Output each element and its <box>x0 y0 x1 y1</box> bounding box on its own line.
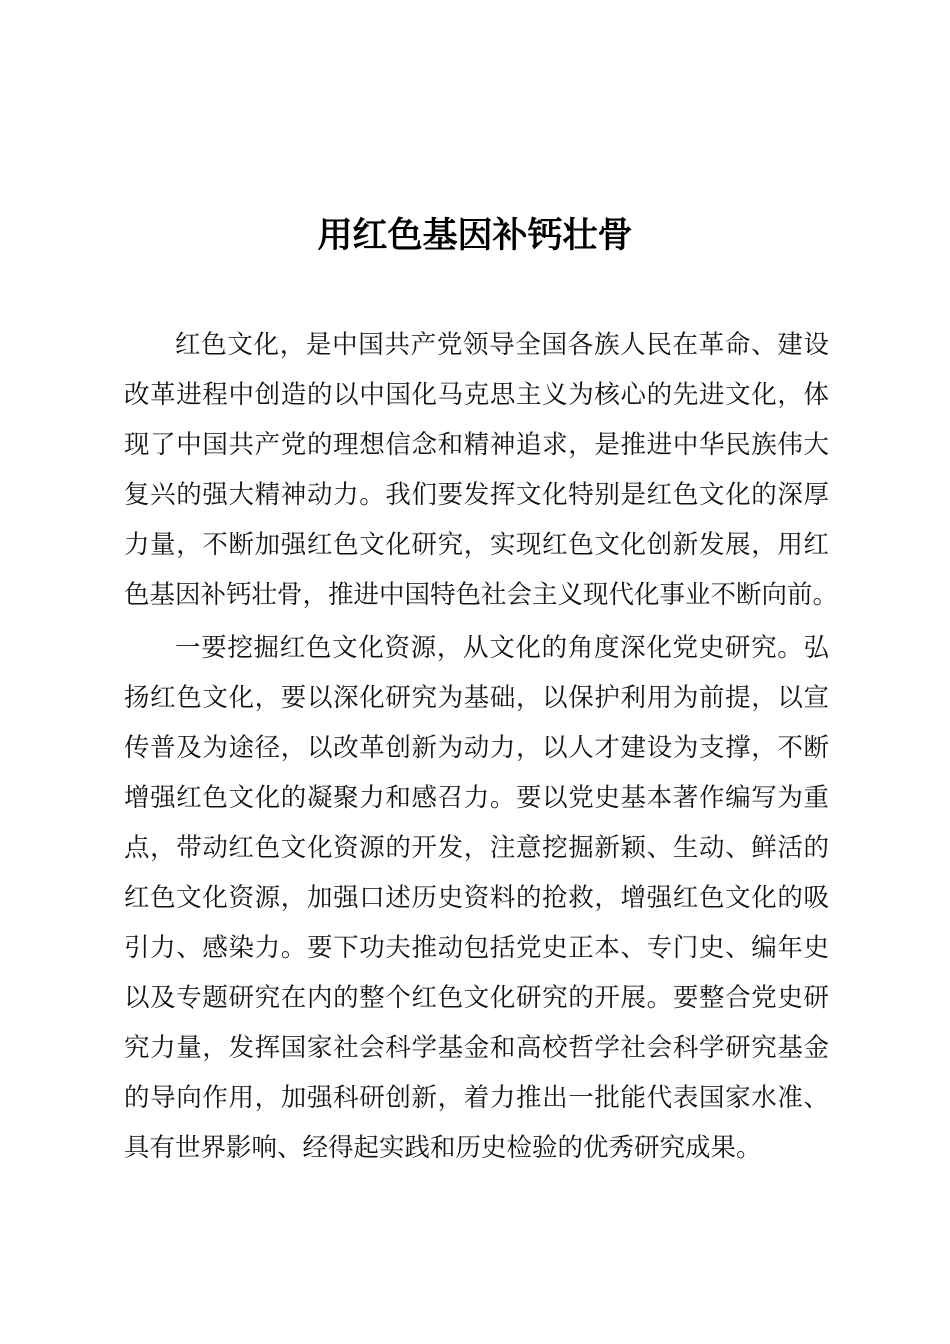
paragraph-line: 引力、感染力。要下功夫推动包括党史正本、专门史、编年史 <box>124 933 829 963</box>
paragraph-line: 复兴的强大精神动力。我们要发挥文化特别是红色文化的深厚 <box>124 480 829 510</box>
paragraph-line: 的导向作用，加强科研创新，着力推出一批能代表国家水准、 <box>124 1083 829 1113</box>
paragraph-line: 具有世界影响、经得起实践和历史检验的优秀研究成果。 <box>124 1133 762 1163</box>
paragraph-2 <box>124 623 829 1173</box>
paragraph-line: 色基因补钙壮骨，推进中国特色社会主义现代化事业不断向前。 <box>124 580 839 610</box>
paragraph-line: 一要挖掘红色文化资源，从文化的角度深化党史研究。弘 <box>175 633 829 663</box>
paragraph-line: 改革进程中创造的以中国化马克思主义为核心的先进文化，体 <box>124 380 829 410</box>
paragraph-1 <box>124 320 839 620</box>
paragraph-line: 究力量，发挥国家社会科学基金和高校哲学社会科学研究基金 <box>124 1033 829 1063</box>
paragraph-line: 点，带动红色文化资源的开发，注意挖掘新颖、生动、鲜活的 <box>124 833 829 863</box>
paragraph-line: 以及专题研究在内的整个红色文化研究的开展。要整合党史研 <box>124 983 829 1013</box>
paragraph-line: 传普及为途径，以改革创新为动力，以人才建设为支撑，不断 <box>124 733 829 763</box>
paragraph-line: 红色文化资源，加强口述历史资料的抢救，增强红色文化的吸 <box>124 883 829 913</box>
paragraph-line: 力量，不断加强红色文化研究，实现红色文化创新发展，用红 <box>124 530 829 560</box>
document-title: 用红色基因补钙壮骨 <box>317 215 633 256</box>
paragraph-line: 红色文化，是中国共产党领导全国各族人民在革命、建设 <box>175 330 829 360</box>
paragraph-line: 增强红色文化的凝聚力和感召力。要以党史基本著作编写为重 <box>124 783 829 813</box>
paragraph-line: 扬红色文化，要以深化研究为基础，以保护利用为前提，以宣 <box>124 683 829 713</box>
document-body <box>124 320 839 1176</box>
paragraph-line: 现了中国共产党的理想信念和精神追求，是推进中华民族伟大 <box>124 430 829 460</box>
